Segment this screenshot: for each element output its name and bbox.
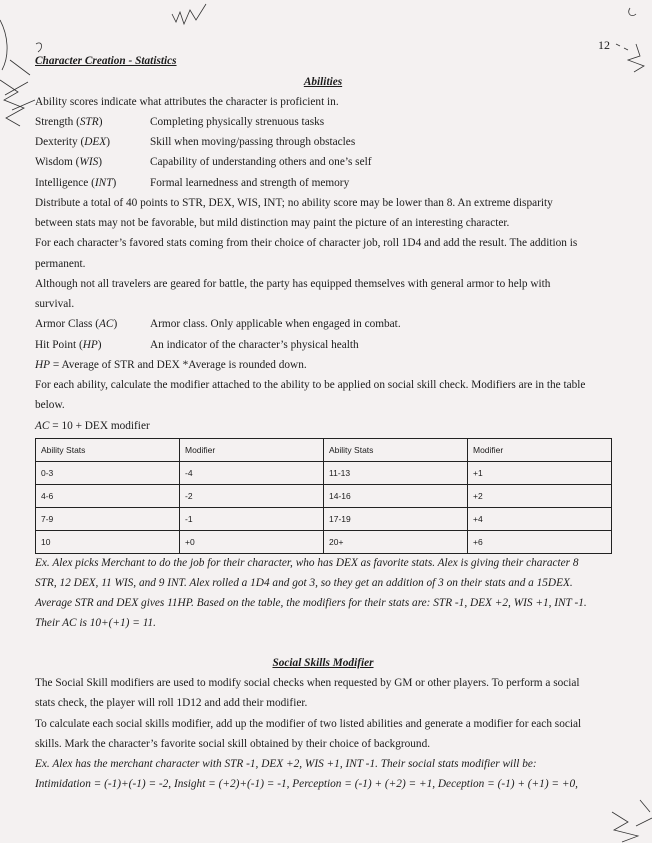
- modifier-text: For each ability, calculate the modifier attached to the ability to be applied on social skill check. Modifiers are in the table: [35, 379, 586, 391]
- table-cell: 11-13: [324, 462, 468, 485]
- table-cell: 17-19: [324, 508, 468, 531]
- table-row: [36, 531, 612, 554]
- example-text: Ex. Alex picks Merchant to do the job for their character, who has DEX as favorite stats. Alex is giving their character 8: [35, 557, 579, 569]
- example-text: STR, 12 DEX, 11 WIS, and 9 INT. Alex rolled a 1D4 and got 3, so they get an addition of 3 on their stats and a 15DEX.: [35, 577, 573, 589]
- table-cell: 10: [36, 531, 180, 554]
- hp-rule: HP = Average of STR and DEX *Average is rounded down.: [35, 359, 307, 371]
- table-cell: +0: [180, 531, 324, 554]
- social-text: skills. Mark the character’s favorite social skill obtained by their choice of background.: [35, 738, 431, 750]
- ability-desc: Skill when moving/passing through obstacles: [150, 136, 356, 148]
- social-skills-heading: Social Skills Modifier: [272, 657, 374, 669]
- social-text: The Social Skill modifiers are used to modify social checks when requested by GM or other players. To perform a social: [35, 677, 580, 689]
- table-cell: +6: [468, 531, 612, 554]
- ability-row-wis: Wisdom (WIS) Capability of understanding others and one’s self: [35, 156, 372, 168]
- example-text: Intimidation = (-1)+(-1) = -2, Insight = (+2)+(-1) = -1, Perception = (-1) + (+2) = +1, Deception = (-1) + (+1) = +0,: [35, 778, 578, 790]
- ability-row-dex: Dexterity (DEX) Skill when moving/passing through obstacles: [35, 136, 356, 148]
- defense-row-hp: Hit Point (HP) An indicator of the character’s physical health: [35, 339, 359, 351]
- ability-row-int: Intelligence (INT) Formal learnedness and strength of memory: [35, 177, 350, 189]
- social-text: To calculate each social skills modifier, add up the modifier of two listed abilities and generate a modifier for each social: [35, 718, 582, 730]
- table-header-row: [36, 439, 612, 462]
- ability-desc: Formal learnedness and strength of memory: [150, 177, 350, 189]
- abilities-intro: Ability scores indicate what attributes the character is proficient in.: [35, 96, 339, 108]
- example-text: Their AC is 10+(+1) = 11.: [35, 617, 156, 629]
- defense-desc: Armor class. Only applicable when engaged in combat.: [150, 318, 401, 330]
- table-header: Ability Stats: [36, 439, 180, 462]
- page-number: 12: [598, 38, 610, 52]
- table-row: [36, 508, 612, 531]
- ability-row-str: Strength (STR) Completing physically strenuous tasks: [35, 116, 325, 128]
- table-cell: 14-16: [324, 485, 468, 508]
- table-row: [36, 462, 612, 485]
- modifier-text-cont: below.: [35, 399, 65, 411]
- armor-text: Although not all travelers are geared for battle, the party has equipped themselves with general armor to help with: [35, 278, 551, 290]
- table-cell: -2: [180, 485, 324, 508]
- favored-text: For each character’s favored stats coming from their choice of character job, roll 1D4 and add the result. The addition is: [35, 237, 578, 249]
- table-header: Ability Stats: [324, 439, 468, 462]
- favored-text-cont: permanent.: [35, 258, 86, 270]
- social-text: stats check, the player will roll 1D12 and add their modifier.: [35, 697, 308, 709]
- distribute-text-cont: between stats may not be favorable, but mild distinction may paint the picture of an interesting character.: [35, 217, 510, 229]
- table-cell: 4-6: [36, 485, 180, 508]
- table-cell: 7-9: [36, 508, 180, 531]
- table-cell: +4: [468, 508, 612, 531]
- ability-desc: Completing physically strenuous tasks: [150, 116, 325, 128]
- table-cell: +1: [468, 462, 612, 485]
- defense-row-ac: Armor Class (AC) Armor class. Only applicable when engaged in combat.: [35, 318, 401, 330]
- table-cell: -1: [180, 508, 324, 531]
- ac-rule: AC = 10 + DEX modifier: [35, 420, 150, 432]
- distribute-text: Distribute a total of 40 points to STR, DEX, WIS, INT; no ability score may be lower than 8. An extreme disparity: [35, 197, 553, 209]
- modifier-table: [35, 438, 612, 554]
- table-cell: +2: [468, 485, 612, 508]
- table-header: Modifier: [180, 439, 324, 462]
- example-text: Ex. Alex has the merchant character with STR -1, DEX +2, WIS +1, INT -1. Their social stats modifier will be:: [35, 758, 537, 770]
- defense-desc: An indicator of the character’s physical health: [150, 339, 359, 351]
- ability-desc: Capability of understanding others and one’s self: [150, 156, 372, 168]
- table-cell: 0-3: [36, 462, 180, 485]
- armor-text-cont: survival.: [35, 298, 75, 310]
- table-header: Modifier: [468, 439, 612, 462]
- table-row: [36, 485, 612, 508]
- example-text: Average STR and DEX gives 11HP. Based on the table, the modifiers for their stats are: STR -1, DEX +2, WIS +1, INT -1.: [35, 597, 587, 609]
- table-cell: 20+: [324, 531, 468, 554]
- abilities-heading: Abilities: [303, 76, 343, 88]
- section-title: Character Creation - Statistics: [35, 55, 177, 67]
- table-cell: -4: [180, 462, 324, 485]
